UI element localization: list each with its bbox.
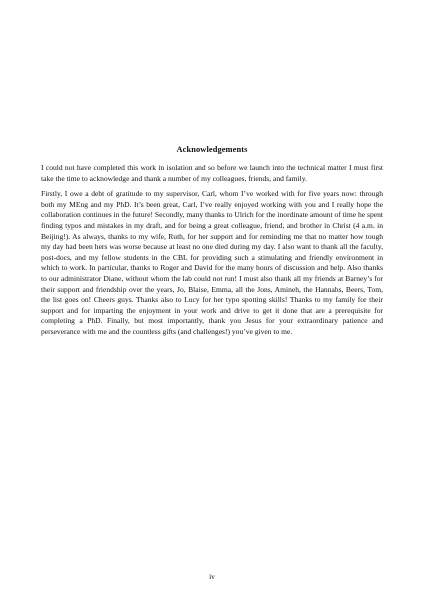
page-number: iv: [209, 572, 215, 581]
acknowledgements-body: [41, 163, 383, 338]
intro-paragraph: I could not have completed this work in isolation and so before we launch into the technical matter I must first take the time to acknowledge and thank a number of my colleagues, friends, and family.: [41, 163, 383, 183]
section-heading: Acknowledgements: [176, 145, 248, 154]
thanks-paragraph: Firstly, I owe a debt of gratitude to my supervisor, Carl, whom I’ve worked with for five years now: through both my MEng and my PhD. It’s been great, Carl, I’ve really enjoyed working with you and I really hope the collaboration continues in the future! Secondly, many thanks to Ulrich for the inordinate amount of time he spent finding typos and mistakes in my draft, and for being a great colleague, friend, and brother in Christ (4 a.m. in Beijing!). As always, thanks to my wife, Ruth, for her support and for reminding me that no matter how tough my day had been hers was worse because at least no one died during my day. I also want to thank all the faculty, post-docs, and my fellow students in the CBL for providing such a stimulating and friendly environment in which to work. In particular, thanks to Roger and David for the many hours of discussion and help. Also thanks to our administrator Diane, without whom the lab could not run! I must also thank all my friends at Barney’s for their support and friendship over the years, Jo, Blaise, Emma, all the Jons, Amineh, the Hannahs, Beers, Tom, the list goes on! Cheers guys. Thanks also to Lucy for her typo spotting skills! Thanks to my family for their support and for imparting the enjoyment in your work and drive to get it done that are a prerequisite for completing a PhD. Finally, but most importantly, thank you Jesus for your extraordinary patience and perseverance with me and the countless gifts (and challenges!) you’ve given to me.: [41, 189, 383, 336]
